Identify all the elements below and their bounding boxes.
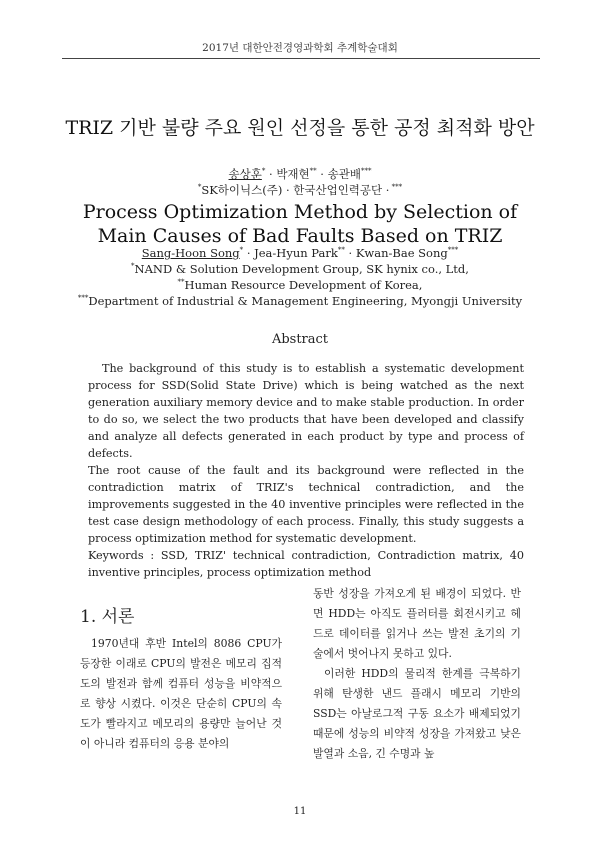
author-1-english: Sang-Hoon Song — [141, 246, 240, 260]
abstract-body — [88, 360, 524, 581]
author-list-english: Sang-Hoon Song* · Jea-Hyun Park** · Kwan-Bae Song*** — [141, 246, 459, 260]
body-paragraph-left: 1970년대 후반 Intel의 8086 CPU가 등장한 이래로 CPU의 발전은 메모리 집적도의 발전과 함께 컴퓨터 성능을 비약적으로 향상 시켰다. 이것은 단순히 CPU의 속도가 빨라지고 메모리의 용량만 늘어난 것이 아니라 컴퓨터의 응용 분야의 — [80, 637, 282, 750]
body-column-right — [313, 584, 521, 764]
keywords: Keywords : SSD, TRIZ' technical contradiction, Contradiction matrix, 40 inventive principles, process optimization method — [88, 549, 524, 579]
body-column-left — [80, 634, 282, 754]
abstract-paragraph-2: The root cause of the fault and its background were reflected in the contradiction matrix of TRIZ's technical contradiction, and the improvements suggested in the 40 inventive principles were reflected in the test case design methodology of each process. Finally, this study suggests a process optimization method for systematic development. — [88, 464, 524, 545]
author-3-korean: 송관배 — [327, 167, 361, 181]
paper-title-english: Process Optimization Method by Selection of Main Causes of Bad Faults Based on TRIZ — [82, 201, 518, 247]
body-paragraph-right-1: 동반 성장을 가져오게 된 배경이 되었다. 반면 HDD는 아직도 플러터를 회전시키고 헤드로 데이터를 읽거나 쓰는 발전 초기의 기술에서 벗어나지 못하고 있다. — [313, 587, 521, 660]
author-1-korean: 송상훈 — [228, 167, 262, 181]
author-2-korean: 박재현 — [276, 167, 310, 181]
affiliation-english-1-text: NAND & Solution Development Group, SK hynix co., Ltd, — [134, 262, 469, 276]
author-2-english: Jea-Hyun Park — [254, 246, 338, 260]
author-3-english: Kwan-Bae Song — [355, 246, 448, 260]
page-number: 11 — [293, 806, 307, 817]
author-list-korean: 송상훈* · 박재현** · 송관배*** — [228, 167, 372, 181]
abstract-heading: Abstract — [271, 332, 329, 347]
header-divider — [62, 58, 540, 59]
affiliation-english-2: **Human Resource Development of Korea, — [177, 278, 423, 292]
paper-title-korean: TRIZ 기반 불량 주요 원인 선정을 통한 공정 최적화 방안 — [65, 117, 535, 139]
body-paragraph-right-2: 이러한 HDD의 물리적 한계를 극복하기 위해 탄생한 낸드 플래시 메모리 기반의 SSD는 아날로그적 구동 요소가 배제되었기 때문에 성능의 비약적 성장을 가져왔고 낮은 발열과 소음, 긴 수명과 높 — [313, 667, 521, 760]
affiliation-english-2-text: Human Resource Development of Korea, — [184, 278, 423, 292]
affiliations-korean-text: SK하이닉스(주) · 한국산업인력공단 · — [201, 183, 390, 197]
affiliation-english-3-text: Department of Industrial & Management Engineering, Myongji University — [88, 294, 523, 308]
section-1-heading: 1. 서론 — [80, 607, 135, 627]
affiliation-english-3: ***Department of Industrial & Management Engineering, Myongji University — [77, 294, 523, 308]
affiliations-korean: *SK하이닉스(주) · 한국산업인력공단 · *** — [197, 183, 403, 197]
affiliation-english-1: *NAND & Solution Development Group, SK hynix co., Ltd, — [131, 262, 469, 276]
conference-header: 2017년 대한안전경영과학회 추계학술대회 — [202, 42, 398, 54]
abstract-paragraph-1: The background of this study is to establish a systematic development process for SSD(Solid State Drive) which is being watched as the next generation auxiliary memory device and to make stable production. In order to do so, we select the two products that have been developed and classify and analyze all defects generated in each product by type and process of defects. — [88, 362, 524, 460]
